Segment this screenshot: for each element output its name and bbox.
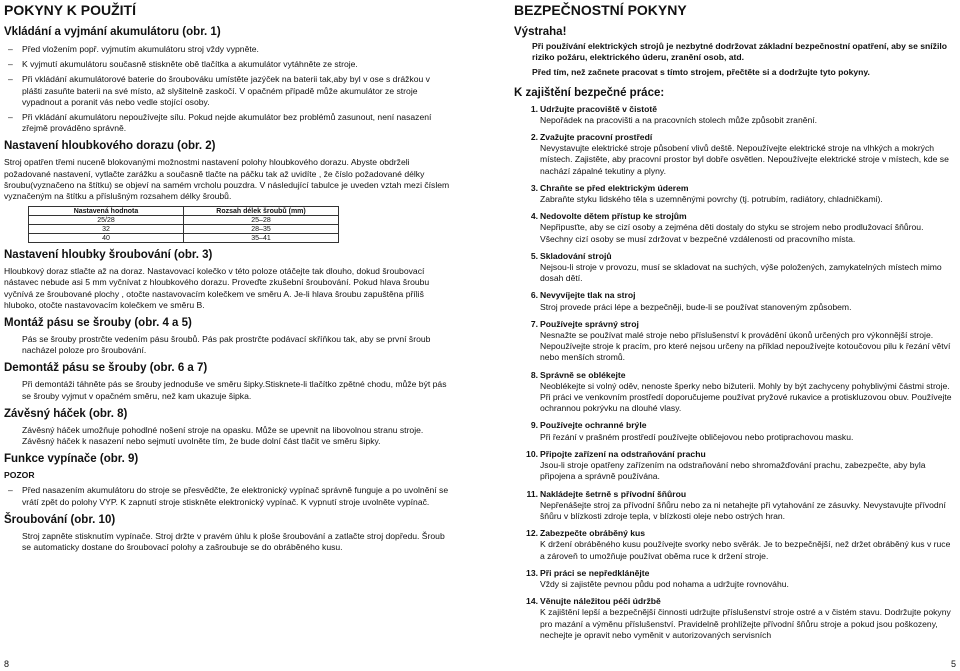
item-number: 1. bbox=[530, 103, 538, 114]
item-number: 11. bbox=[526, 488, 538, 499]
item-number: 5. bbox=[530, 250, 538, 261]
item-title: Nedovolte dětem přístup ke strojům bbox=[540, 211, 687, 222]
safety-item bbox=[514, 290, 956, 312]
item-number: 13. bbox=[526, 567, 538, 578]
table-cell: 32 bbox=[29, 225, 184, 234]
safety-item bbox=[514, 449, 956, 483]
table-row bbox=[29, 216, 339, 225]
item-text: Nejsou-li stroje v provozu, musí se skladovat na suchých, výše položených, zamykatelných místech mimo dosah dětí. bbox=[540, 262, 942, 284]
item-text: Vždy si zajistěte pevnou půdu pod nohama a udržujte rovnováhu. bbox=[540, 578, 789, 589]
list-item: – Před nasazením akumulátoru do stroje se přesvědčte, že elektronický vypínač správně funguje a po uvolnění se vrátí zpět do polohy VYP. K zapnutí stroje stiskněte elektronický vypínač. K vypnutí stroje uvolněte vypínač. bbox=[4, 485, 452, 507]
safety-item bbox=[514, 319, 956, 364]
item-text: Nevystavujte elektrické stroje působení vlivů deště. Nepoužívejte elektrické stroje na vlhkých a mokrých místech. Zajistěte, aby pracovní prostor byl dobře osvětlen. Nepoužívejte elektrické stroje v místech, kde se nachází zápalné tekutiny a plyny. bbox=[540, 143, 949, 176]
section-heading: Šroubování (obr. 10) bbox=[4, 513, 116, 526]
safety-item bbox=[514, 251, 956, 285]
safety-item bbox=[514, 489, 956, 523]
item-number: 6. bbox=[530, 290, 538, 301]
item-title: Připojte zařízení na odstraňování prachu bbox=[540, 448, 706, 459]
item-number: 9. bbox=[530, 420, 538, 431]
item-number: 10. bbox=[526, 448, 538, 459]
table-cell: 28–35 bbox=[184, 225, 339, 234]
item-title: Používejte správný stroj bbox=[540, 318, 639, 329]
item-number: 12. bbox=[526, 528, 538, 539]
safety-item bbox=[514, 568, 956, 590]
table-row bbox=[29, 225, 339, 234]
table-cell: 25–28 bbox=[184, 216, 339, 225]
paragraph: Stroj opatřen třemi nuceně blokovanými možnostmi nastavení polohy hloubkového dorazu. Abyste obdrželi požadované nastavení, vytlačte zarážku a současně tlačte na páčku tak až uvidíte , že číslo požadované délky šroubu(vyznačeno na štítku) se objeví na samém vrcholu pouzdra. V následující tabulce je uveden vztah mezi číslem vyznačeným na štítku a příslušným rozsahem délky šroubů. bbox=[4, 157, 450, 202]
paragraph: Závěsný háček umožňuje pohodlné nošení stroje na opasku. Může se upevnit na libovolnou stranu stroje. Závěsný háček k nasazení nebo sejmutí uvolněte tím, že bude dolní část tlačit ve směru šipky. bbox=[22, 424, 424, 447]
warning-text: Před tím, než začnete pracovat s tímto strojem, přečtěte si a dodržujte tyto pokyny. bbox=[532, 67, 870, 78]
table-header: Nastavená hodnota bbox=[29, 207, 184, 216]
table-header: Rozsah délek šroubů (mm) bbox=[184, 207, 339, 216]
warning-text: Při používání elektrických strojů je nezbytné dodržovat základní bezpečnostní opatření, aby se snížilo riziko požáru, elektrického úderu, zranění osob, atd. bbox=[532, 41, 947, 63]
safety-item bbox=[514, 132, 956, 177]
page-number: 5 bbox=[950, 659, 956, 669]
item-number: 2. bbox=[530, 132, 538, 143]
item-text: Neoblékejte si volný oděv, nenoste šperky nebo bižuterii. Mohly by být zachyceny pohyblivými částmi stroje. Při práci ve venkovním prostředí doporučujeme používat pryžové rukavice a protiskluzovou obuv. Používejte ochrannou pokrývku na dlouhé vlasy. bbox=[540, 380, 952, 414]
item-title: Používejte ochranné brýle bbox=[540, 420, 647, 431]
list-item: – Při vkládání akumulátorové baterie do šroubováku umístěte jazýček na baterii tak,aby byl v ose s drážkou v plášti zasuňte baterii na své místo, až slyšitelně zaskočí. V opačném případě může akumulátor ze stroje vypadnout a poranit vás nebo vedle stojící osoby. bbox=[4, 74, 452, 108]
item-text: Nepřipusťte, aby se cizí osoby a zejména děti dostaly do styku se strojem nebo prodlužovací šňůrou. Všechny cizí osoby se musí zdržovat v bezpečné vzdálenosti od pracovního místa. bbox=[540, 222, 924, 244]
page-number: 8 bbox=[4, 659, 10, 669]
item-title: Zvažujte pracovní prostředí bbox=[540, 132, 653, 143]
right-column bbox=[514, 0, 956, 647]
item-title: Při práci se nepředklánějte bbox=[540, 567, 650, 578]
item-title: Chraňte se před elektrickým úderem bbox=[540, 182, 689, 193]
section-heading: Nastavení hloubky šroubování (obr. 3) bbox=[4, 249, 213, 262]
item-number: 7. bbox=[530, 318, 538, 329]
item-number: 8. bbox=[530, 369, 538, 380]
safety-item bbox=[514, 104, 956, 126]
section-heading: Montáž pásu se šrouby (obr. 4 a 5) bbox=[4, 317, 192, 330]
paragraph: Pás se šrouby prostrčte vedením pásu šroubů. Pás pak prostrčte podávací skříňkou tak, aby se první šroub nacházel poloze pro šroubování. bbox=[22, 334, 431, 356]
table-cell: 40 bbox=[29, 234, 184, 243]
list-item: – Před vložením popř. vyjmutím akumulátoru stroj vždy vypněte. bbox=[4, 44, 452, 55]
item-title: Nakládejte šetrně s přívodní šňůrou bbox=[540, 488, 687, 499]
warning-label: POZOR bbox=[4, 470, 35, 481]
section-heading: Demontáž pásu se šrouby (obr. 6 a 7) bbox=[4, 362, 208, 375]
safety-item bbox=[514, 528, 956, 562]
section-heading: Vkládání a vyjmání akumulátoru (obr. 1) bbox=[4, 26, 221, 38]
safety-list bbox=[514, 104, 956, 641]
item-text: Nesnažte se používat malé stroje nebo příslušenství k provádění úkonů určených pro výkonnější stroje. Nepoužívejte stroje k pracím, pro které nejsou určeny na příklad nepoužívejte kotoučovou pilu k řezání větví nebo menších stromů. bbox=[540, 330, 951, 363]
paragraph: Stroj zapněte stisknutím vypínače. Stroj držte v pravém úhlu k ploše šroubování a zatlačte stroj dopředu. Šroub se automaticky dostane do šroubovací polohy a zašroubuje se do obráběného kusu. bbox=[22, 530, 445, 553]
safety-item bbox=[514, 420, 956, 442]
item-title: Nevyvíjejte tlak na stroj bbox=[540, 290, 636, 301]
left-column bbox=[4, 0, 452, 557]
warning-heading: Výstraha! bbox=[514, 26, 567, 38]
list-item: – Při vkládání akumulátoru nepoužívejte sílu. Pokud nejde akumulátor bez problémů zasunout, není nasazení zřejmě prováděno správně. bbox=[4, 112, 452, 134]
item-text: Zabraňte styku lidského těla s uzemněnými povrchy (tj. potrubím, radiátory, chladničkami). bbox=[540, 194, 883, 205]
item-number: 3. bbox=[530, 182, 538, 193]
item-title: Správně se oblékejte bbox=[540, 369, 626, 380]
table-cell: 35–41 bbox=[184, 234, 339, 243]
section-heading: K zajištění bezpečné práce: bbox=[514, 86, 665, 99]
item-text: K zajištění lepší a bezpečnější činnosti udržujte příslušenství stroje ostré a v čistém stavu. Dodržujte pokyny pro mazání a výměnu příslušenství. Pravidelně prohlížejte přívodní šňůru stroje a pokud jsou poškozeny, nechejte je opravit nebo vyměnit v autorizovaných servisních bbox=[540, 607, 951, 640]
list-item: – K vyjmutí akumulátoru současně stiskněte obě tlačítka a akumulátor vytáhněte ze stroje. bbox=[4, 59, 452, 70]
safety-item bbox=[514, 211, 956, 245]
page-title: POKYNY K POUŽITÍ bbox=[4, 2, 136, 18]
item-title: Věnujte náležitou péči údržbě bbox=[540, 596, 661, 607]
item-text: Nepřenášejte stroj za přívodní šňůru nebo za ni netahejte při vytahování ze zásuvky. Nevystavujte přívodní šňůru v blízkosti zdroje tepla, v blízkosti oleje nebo ostrých hran. bbox=[540, 499, 946, 521]
safety-item bbox=[514, 596, 956, 641]
safety-item bbox=[514, 370, 956, 415]
item-text: K držení obráběného kusu používejte svorky nebo svěrák. Je to bezpečnější, než držet obráběný kus v ruce a zároveň to umožňuje používat oběma ruce k držení stroje. bbox=[540, 539, 951, 561]
table-row bbox=[29, 234, 339, 243]
item-number: 4. bbox=[530, 211, 538, 222]
item-title: Udržujte pracoviště v čistotě bbox=[540, 103, 658, 114]
item-title: Skladování strojů bbox=[540, 250, 612, 261]
paragraph: Při demontáži táhněte pás se šrouby jednoduše ve směru šipky.Stisknete-li tlačítko zpětné chodu, může být pás se šrouby vyjmut v opačném směru, než kam ukazuje šipka. bbox=[22, 379, 447, 401]
section-heading: Závěsný háček (obr. 8) bbox=[4, 407, 128, 420]
table-cell: 25/28 bbox=[29, 216, 184, 225]
page-title: BEZPEČNOSTNÍ POKYNY bbox=[514, 2, 687, 18]
item-text: Jsou-li stroje opatřeny zařízením na odstraňování nebo shromažďování prachu, zabezpečte, aby byla připojena a správně používána. bbox=[540, 460, 926, 482]
paragraph: Hloubkový doraz stlačte až na doraz. Nastavovací kolečko v této poloze otáčejte tak dlouho, dokud šroubovací nástavec nebude asi 5 mm vyčnívat z hloubkového dorazu. Proveďte zkušební šroubování. Pokud hlava šroubu vyčnívá ze šroubované plochy , otočte nastavovacím kolečkem ve směru A. Je-li hlava šroubu zapuštěna příliš hluboko, otočte nastavovacím kolečkem ve směru B. bbox=[4, 266, 430, 310]
item-number: 14. bbox=[526, 596, 538, 607]
safety-item bbox=[514, 183, 956, 205]
section-heading: Funkce vypínače (obr. 9) bbox=[4, 453, 139, 466]
item-text: Nepořádek na pracovišti a na pracovních stolech může způsobit zranění. bbox=[540, 114, 818, 125]
screw-length-table bbox=[28, 206, 339, 243]
section-heading: Nastavení hloubkového dorazu (obr. 2) bbox=[4, 140, 216, 153]
item-text: Stroj provede práci lépe a bezpečněji, bude-li se používat stanoveným způsobem. bbox=[540, 301, 852, 312]
item-title: Zabezpečte obráběný kus bbox=[540, 528, 646, 539]
item-text: Při řezání v prašném prostředí používejte obličejovou nebo protiprachovou masku. bbox=[540, 431, 854, 442]
